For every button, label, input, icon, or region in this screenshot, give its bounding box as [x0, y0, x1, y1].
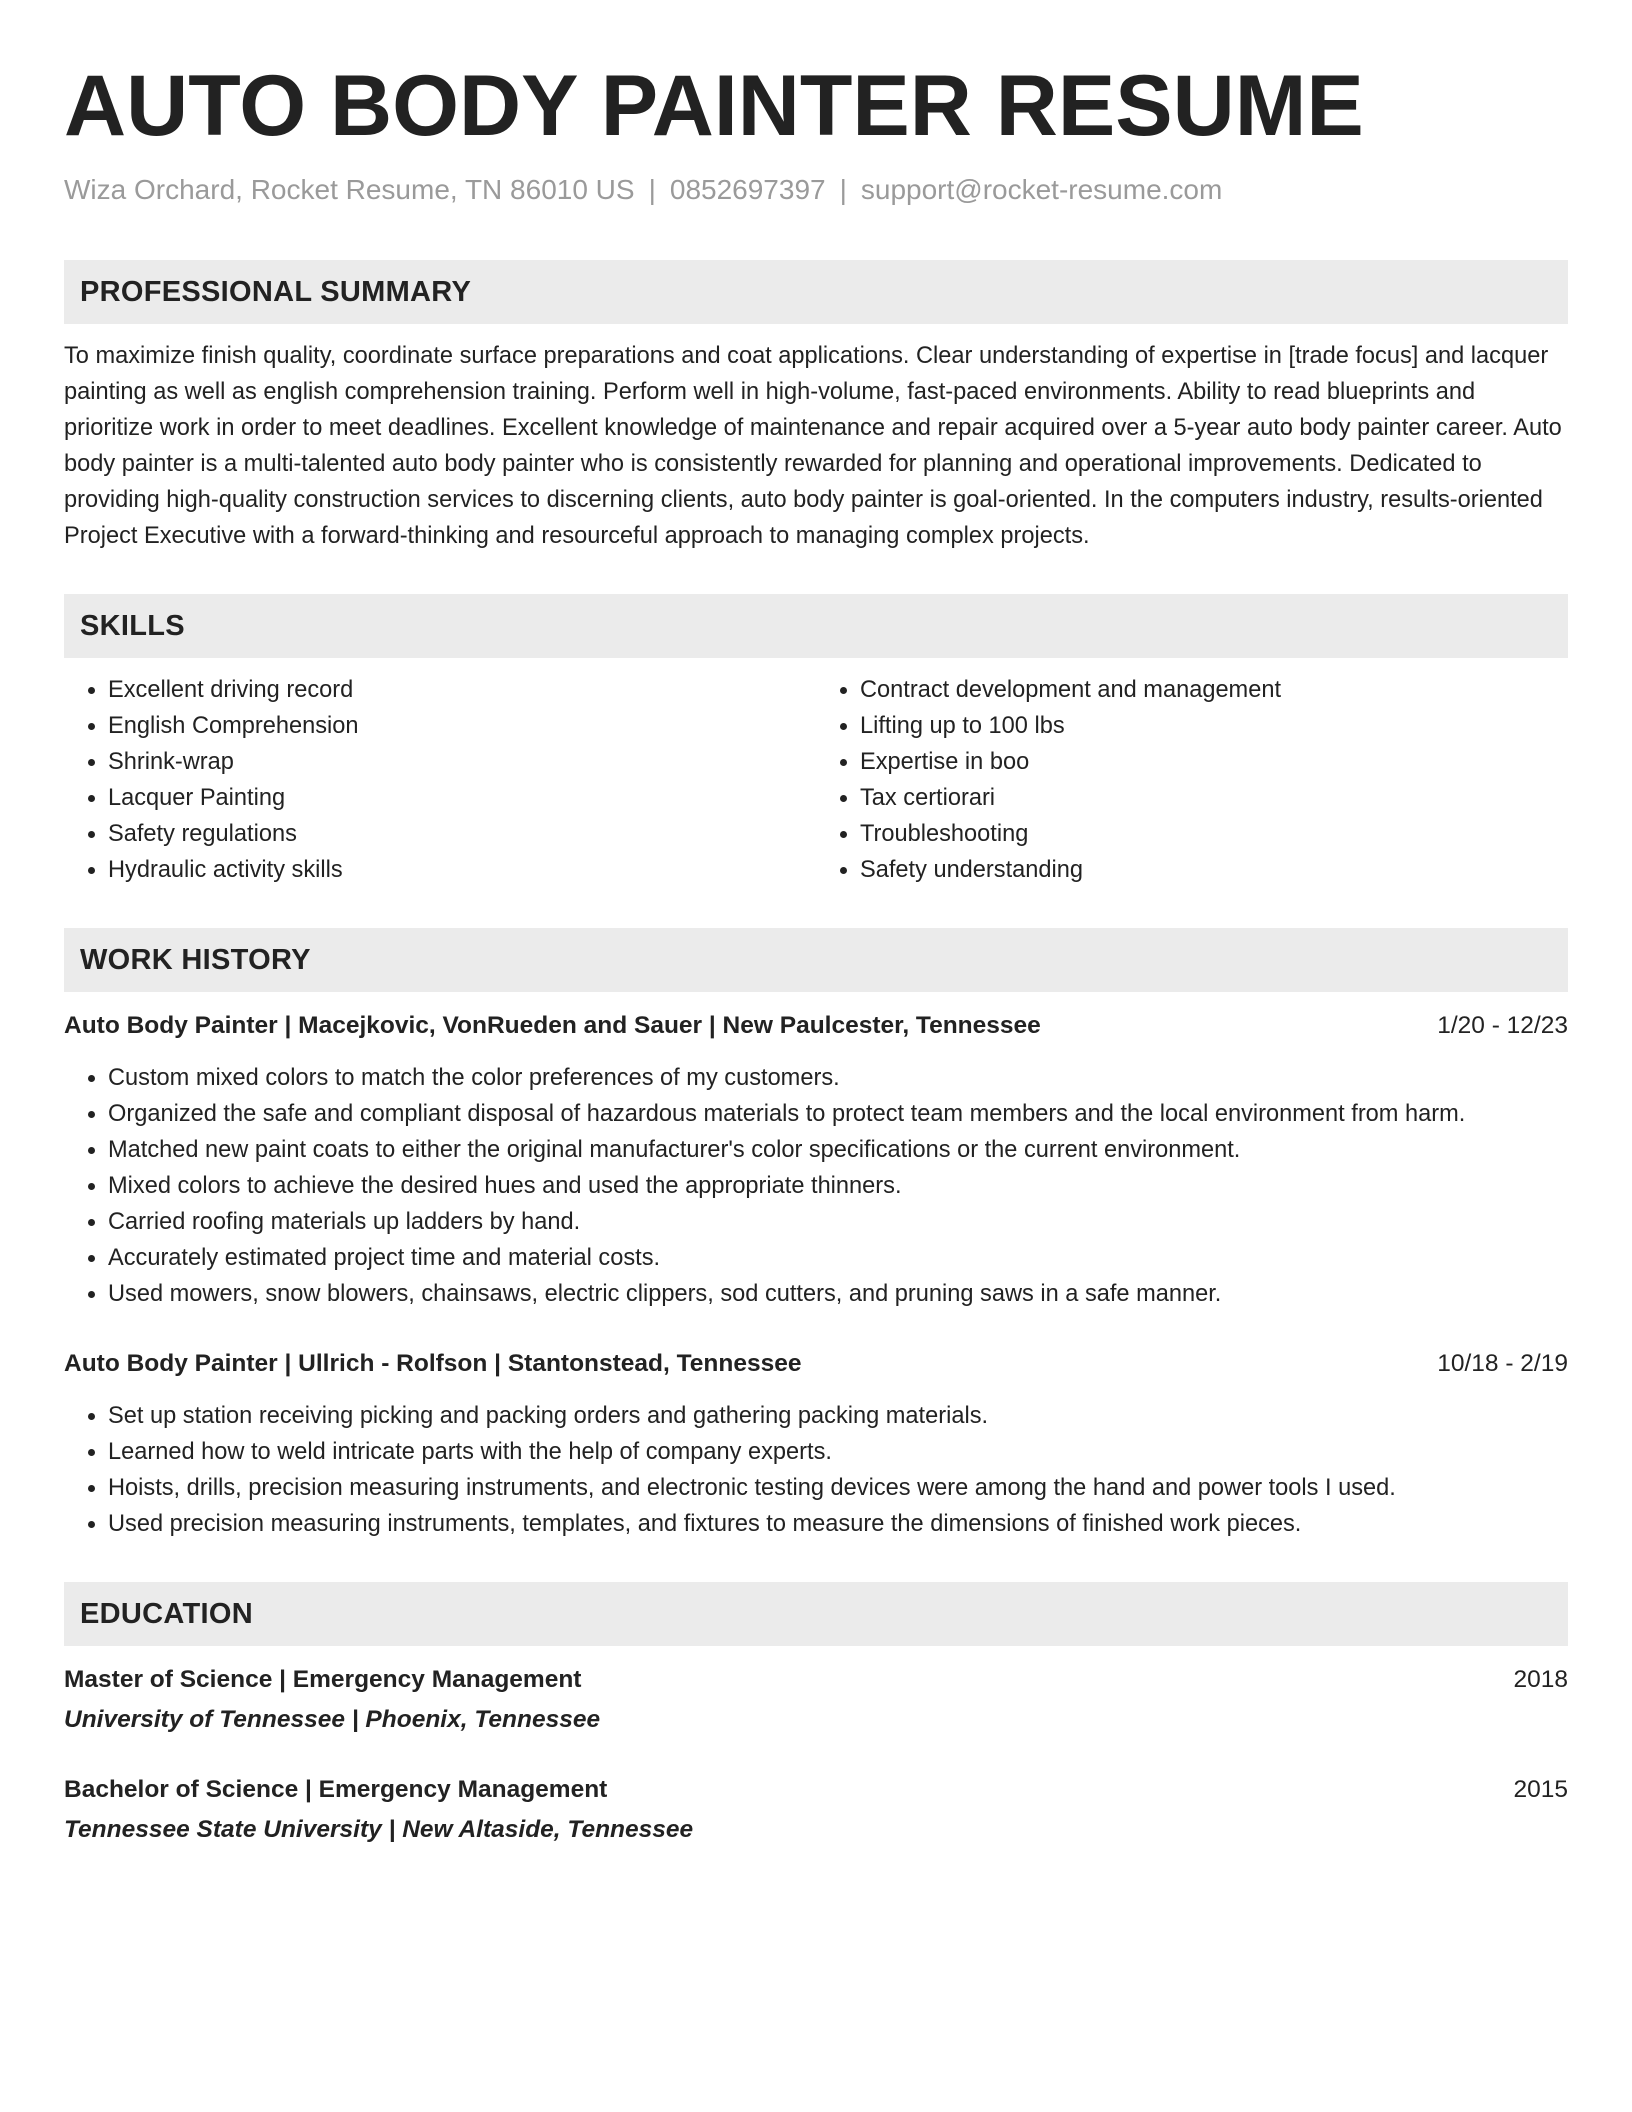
- job-bullet: • Hoists, drills, precision measuring instruments, and electronic testing devices were among the hand and power tools I used.: [108, 1470, 1568, 1506]
- section-header-education: EDUCATION: [64, 1582, 1568, 1646]
- education-entry: [64, 1772, 1568, 1848]
- job-bullet: • Mixed colors to achieve the desired hues and used the appropriate thinners.: [108, 1168, 1568, 1204]
- education-degree: Bachelor of Science | Emergency Management: [64, 1776, 608, 1803]
- job-bullet: • Matched new paint coats to either the original manufacturer's color specifications or the current environment.: [108, 1132, 1568, 1168]
- job-bullet: • Carried roofing materials up ladders by hand.: [108, 1204, 1568, 1240]
- job-header: [64, 1346, 1568, 1382]
- education-degree: Master of Science | Emergency Management: [64, 1666, 582, 1693]
- job-bullets: [64, 1060, 1568, 1312]
- education-school: Tennessee State University | New Altaside, Tennessee: [64, 1816, 694, 1843]
- job-dates: 10/18 - 2/19: [1437, 1350, 1568, 1377]
- contact-email: support@rocket-resume.com: [860, 174, 1223, 205]
- section-header-skills: SKILLS: [64, 594, 1568, 658]
- skill-item: • Excellent driving record: [108, 672, 816, 708]
- skill-item: • Shrink-wrap: [108, 744, 816, 780]
- job-entry: [64, 1346, 1568, 1542]
- skill-item: • Expertise in boo: [860, 744, 1568, 780]
- education-school: University of Tennessee | Phoenix, Tennessee: [64, 1706, 601, 1733]
- contact-separator: |: [839, 174, 847, 205]
- contact-separator: |: [648, 174, 656, 205]
- contact-address: Wiza Orchard, Rocket Resume, TN 86010 US: [64, 174, 635, 205]
- job-entry: [64, 1008, 1568, 1312]
- skill-item: • Contract development and management: [860, 672, 1568, 708]
- section-header-summary: PROFESSIONAL SUMMARY: [64, 260, 1568, 324]
- skills-list: [64, 672, 1568, 888]
- education-entry: [64, 1662, 1568, 1738]
- job-header: [64, 1008, 1568, 1044]
- job-bullets: [64, 1398, 1568, 1542]
- education-header: [64, 1772, 1568, 1808]
- skill-item: • Hydraulic activity skills: [108, 852, 816, 888]
- education-year: 2015: [1513, 1776, 1568, 1803]
- job-bullet: • Set up station receiving picking and packing orders and gathering packing materials.: [108, 1398, 1568, 1434]
- skill-item: • Safety understanding: [860, 852, 1568, 888]
- job-title: Auto Body Painter | Macejkovic, VonRueden and Sauer | New Paulcester, Tennessee: [64, 1012, 1041, 1039]
- contact-line: [64, 170, 1568, 210]
- skills-column-right: [816, 672, 1568, 888]
- skill-item: • Lifting up to 100 lbs: [860, 708, 1568, 744]
- skill-item: • English Comprehension: [108, 708, 816, 744]
- skills-column-left: [64, 672, 816, 888]
- skill-item: • Safety regulations: [108, 816, 816, 852]
- skill-item: • Lacquer Painting: [108, 780, 816, 816]
- job-bullet: • Organized the safe and compliant disposal of hazardous materials to protect team members and the local environment from harm.: [108, 1096, 1568, 1132]
- education-year: 2018: [1513, 1666, 1568, 1693]
- job-title: Auto Body Painter | Ullrich - Rolfson | Stantonstead, Tennessee: [64, 1350, 802, 1377]
- skill-item: • Troubleshooting: [860, 816, 1568, 852]
- job-bullet: • Accurately estimated project time and material costs.: [108, 1240, 1568, 1276]
- resume-title: AUTO BODY PAINTER RESUME: [64, 58, 1364, 154]
- job-bullet: • Custom mixed colors to match the color preferences of my customers.: [108, 1060, 1568, 1096]
- summary-text: To maximize finish quality, coordinate surface preparations and coat applications. Clear understanding of expertise in [trade focus] and lacquer painting as well as english comprehension training. Perform well in high-volume, fast-paced environments. Ability to read blueprints and prioritize work in order to meet deadlines. Excellent knowledge of maintenance and repair acquired over a 5-year auto body painter career. Auto body painter is a multi-talented auto body painter who is consistently rewarded for planning and operational improvements. Dedicated to providing high-quality construction services to discerning clients, auto body painter is goal-oriented. In the computers industry, results-oriented Project Executive with a forward-thinking and resourceful approach to managing complex projects.: [64, 343, 1562, 549]
- contact-phone: 0852697397: [669, 174, 826, 205]
- section-header-work-history: WORK HISTORY: [64, 928, 1568, 992]
- skill-item: • Tax certiorari: [860, 780, 1568, 816]
- education-header: [64, 1662, 1568, 1698]
- job-bullet: • Used precision measuring instruments, templates, and fixtures to measure the dimensions of finished work pieces.: [108, 1506, 1568, 1542]
- job-bullet: • Used mowers, snow blowers, chainsaws, electric clippers, sod cutters, and pruning saws in a safe manner.: [108, 1276, 1568, 1312]
- job-dates: 1/20 - 12/23: [1437, 1012, 1568, 1039]
- job-bullet: • Learned how to weld intricate parts with the help of company experts.: [108, 1434, 1568, 1470]
